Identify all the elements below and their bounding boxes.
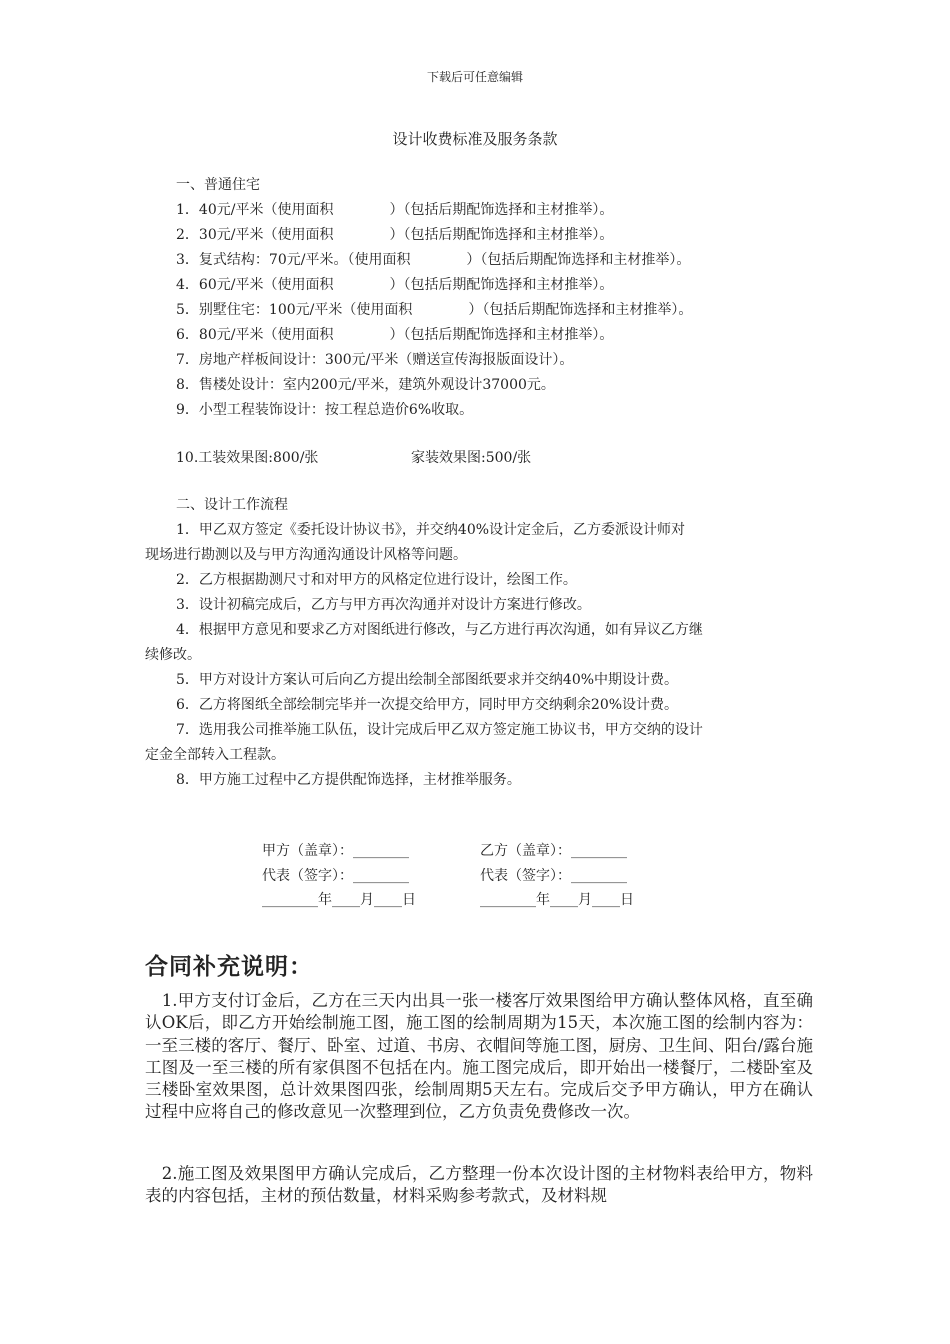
fee-item: 8．售楼处设计：室内200元/平米，建筑外观设计37000元。 bbox=[176, 377, 555, 393]
process-line: 4．根据甲方意见和要求乙方对图纸进行修改，与乙方进行再次沟通，如有异议乙方继 bbox=[176, 622, 703, 638]
section2-heading: 二、设计工作流程 bbox=[176, 497, 288, 513]
fee-item: 3．复式结构：70元/平米。（使用面积 ）（包括后期配饰选择和主材推举）。 bbox=[176, 252, 691, 268]
party-a-seal: 甲方（盖章）：________ bbox=[262, 843, 409, 859]
fee-item: 4．60元/平米（使用面积 ）（包括后期配饰选择和主材推举）。 bbox=[176, 277, 614, 293]
process-line: 现场进行勘测以及与甲方沟通沟通设计风格等问题。 bbox=[145, 547, 467, 563]
party-b-representative: 代表（签字）：________ bbox=[480, 868, 627, 884]
party-b-seal: 乙方（盖章）：________ bbox=[480, 843, 627, 859]
process-line: 5．甲方对设计方案认可后向乙方提出绘制全部图纸要求并交纳40%中期设计费。 bbox=[176, 672, 679, 688]
section1-heading: 一、普通住宅 bbox=[176, 177, 260, 193]
page-header: 下载后可任意编辑 bbox=[426, 70, 523, 84]
fee-item: 6．80元/平米（使用面积 ）（包括后期配饰选择和主材推举）。 bbox=[176, 327, 614, 343]
supplement-paragraph-2: 2.施工图及效果图甲方确认完成后，乙方整理一份本次设计图的主材物料表给甲方，物料表的内容包括，主材的预估数量，材料采购参考款式，及材料规 bbox=[145, 1164, 813, 1206]
supplement-paragraph-1: 1.甲方支付订金后，乙方在三天内出具一张一楼客厅效果图给甲方确认整体风格，直至确认OK后，即乙方开始绘制施工图，施工图的绘制周期为15天，本次施工图的绘制内容为：一至三楼的客厅、餐厅、卧室、过道、书房、衣帽间等施工图，厨房、卫生间、阳台/露台施工图及一至三楼的所有家俱图不包括在内。施工图完成后，即开始出一楼餐厅，二楼卧室及三楼卧室效果图，总计效果图四张，绘制周期5天左右。完成后交予甲方确认，甲方在确认过程中应将自己的修改意见一次整理到位，乙方负责免费修改一次。 bbox=[145, 991, 813, 1122]
process-line: 续修改。 bbox=[145, 647, 201, 663]
process-line: 8．甲方施工过程中乙方提供配饰选择，主材推举服务。 bbox=[176, 772, 521, 788]
fee-item: 1．40元/平米（使用面积 ）（包括后期配饰选择和主材推举）。 bbox=[176, 202, 614, 218]
fee-item: 7．房地产样板间设计：300元/平米（赠送宣传海报版面设计）。 bbox=[176, 352, 574, 368]
process-line: 6．乙方将图纸全部绘制完毕并一次提交给甲方，同时甲方交纳剩余20%设计费。 bbox=[176, 697, 679, 713]
party-a-date: ________年____月____日 bbox=[262, 892, 416, 908]
process-line: 2．乙方根据勘测尺寸和对甲方的风格定位进行设计，绘图工作。 bbox=[176, 572, 577, 588]
party-b-date: ________年____月____日 bbox=[480, 892, 634, 908]
fee-item: 2．30元/平米（使用面积 ）（包括后期配饰选择和主材推举）。 bbox=[176, 227, 614, 243]
process-line: 7．选用我公司推举施工队伍，设计完成后甲乙双方签定施工协议书，甲方交纳的设计 bbox=[176, 722, 703, 738]
fee-item: 9．小型工程装饰设计：按工程总造价6%收取。 bbox=[176, 402, 474, 418]
process-line: 3．设计初稿完成后，乙方与甲方再次沟通并对设计方案进行修改。 bbox=[176, 597, 591, 613]
document-title: 设计收费标准及服务条款 bbox=[392, 130, 558, 148]
fee-item: 5．别墅住宅：100元/平米（使用面积 ）（包括后期配饰选择和主材推举）。 bbox=[176, 302, 693, 318]
fee-item-10-commercial: 10.工装效果图:800/张 bbox=[176, 450, 319, 466]
party-a-representative: 代表（签字）：________ bbox=[262, 868, 409, 884]
process-line: 定金全部转入工程款。 bbox=[145, 747, 285, 763]
process-line: 1．甲乙双方签定《委托设计协议书》，并交纳40%设计定金后，乙方委派设计师对 bbox=[176, 522, 686, 538]
supplement-title: 合同补充说明： bbox=[145, 954, 313, 980]
fee-item-10-home: 家装效果图:500/张 bbox=[411, 450, 532, 466]
